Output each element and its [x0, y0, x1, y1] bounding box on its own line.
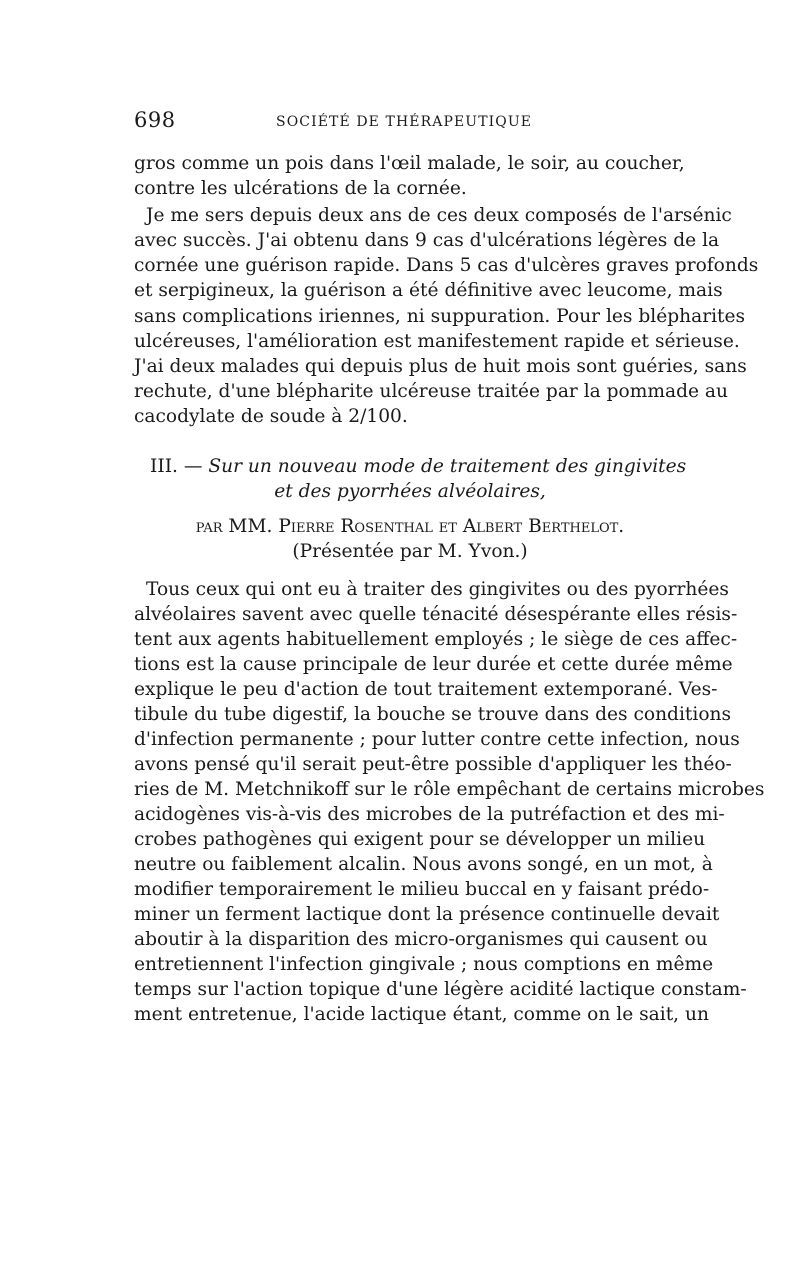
page-number: 698 — [134, 108, 176, 132]
article-title: Sur un nouveau mode de traitement des gingivites — [208, 456, 687, 477]
journal-title: SOCIÉTÉ DE THÉRAPEUTIQUE — [276, 114, 533, 130]
article-numeral: III. — — [150, 456, 203, 477]
text-line: J'ai deux malades qui depuis plus de huit mois sont guéries, sans — [134, 356, 747, 377]
text-line: crobes pathogènes qui exigent pour se développer un milieu — [134, 829, 706, 850]
article-presented-by: (Présentée par M. Yvon.) — [292, 541, 528, 562]
text-line: contre les ulcérations de la cornée. — [134, 178, 467, 199]
text-line: d'infection permanente ; pour lutter contre cette infection, nous — [134, 729, 740, 750]
text-line: neutre ou faiblement alcalin. Nous avons songé, en un mot, à — [134, 854, 713, 875]
text-line: ulcéreuses, l'amélioration est manifestement rapide et sérieuse. — [134, 331, 740, 352]
text-line: ment entretenue, l'acide lactique étant, comme on le sait, un — [134, 1004, 709, 1025]
text-line: tibule du tube digestif, la bouche se trouve dans des conditions — [134, 704, 732, 725]
text-line: Je me sers depuis deux ans de ces deux composés de l'arsénic — [146, 205, 732, 226]
text-line: avec succès. J'ai obtenu dans 9 cas d'ulcérations légères de la — [134, 230, 720, 251]
text-line: ries de M. Metchnikoff sur le rôle empêchant de certains microbes — [134, 779, 765, 800]
text-line: avons pensé qu'il serait peut-être possible d'appliquer les théo- — [134, 754, 732, 775]
article-title-line-1 — [150, 455, 687, 479]
text-line: explique le peu d'action de tout traitement extemporané. Ves- — [134, 679, 718, 700]
text-line: cacodylate de soude à 2/100. — [134, 406, 408, 427]
text-line: et serpigineux, la guérison a été définitive avec leucome, mais — [134, 280, 723, 301]
text-line: cornée une guérison rapide. Dans 5 cas d'ulcères graves profonds — [134, 255, 759, 276]
text-line: gros comme un pois dans l'œil malade, le soir, au coucher, — [134, 153, 685, 174]
article-authors-text: par MM. Pierre Rosenthal et Albert Berthelot. — [195, 516, 625, 537]
text-line: miner un ferment lactique dont la présence continuelle devait — [134, 904, 720, 925]
running-head — [134, 108, 674, 138]
text-line: temps sur l'action topique d'une légère acidité lactique constam- — [134, 979, 747, 1000]
text-line: sans complications iriennes, ni suppuration. Pour les blépharites — [134, 306, 746, 327]
text-line: tions est la cause principale de leur durée et cette durée même — [134, 654, 733, 675]
article-title-line-2: et des pyorrhées alvéolaires, — [274, 481, 546, 502]
article-authors — [150, 515, 670, 539]
text-line: rechute, d'une blépharite ulcéreuse traitée par la pommade au — [134, 381, 728, 402]
text-line: modifier temporairement le milieu buccal en y faisant prédo- — [134, 879, 710, 900]
text-line: tent aux agents habituellement employés ; le siège de ces affec- — [134, 629, 738, 650]
text-line: acidogènes vis-à-vis des microbes de la putréfaction et des mi- — [134, 804, 725, 825]
text-line: Tous ceux qui ont eu à traiter des gingivites ou des pyorrhées — [146, 579, 729, 600]
text-line: entretiennent l'infection gingivale ; nous comptions en même — [134, 954, 714, 975]
text-line: alvéolaires savent avec quelle ténacité désespérante elles résis- — [134, 604, 738, 625]
text-line: aboutir à la disparition des micro-organismes qui causent ou — [134, 929, 708, 950]
